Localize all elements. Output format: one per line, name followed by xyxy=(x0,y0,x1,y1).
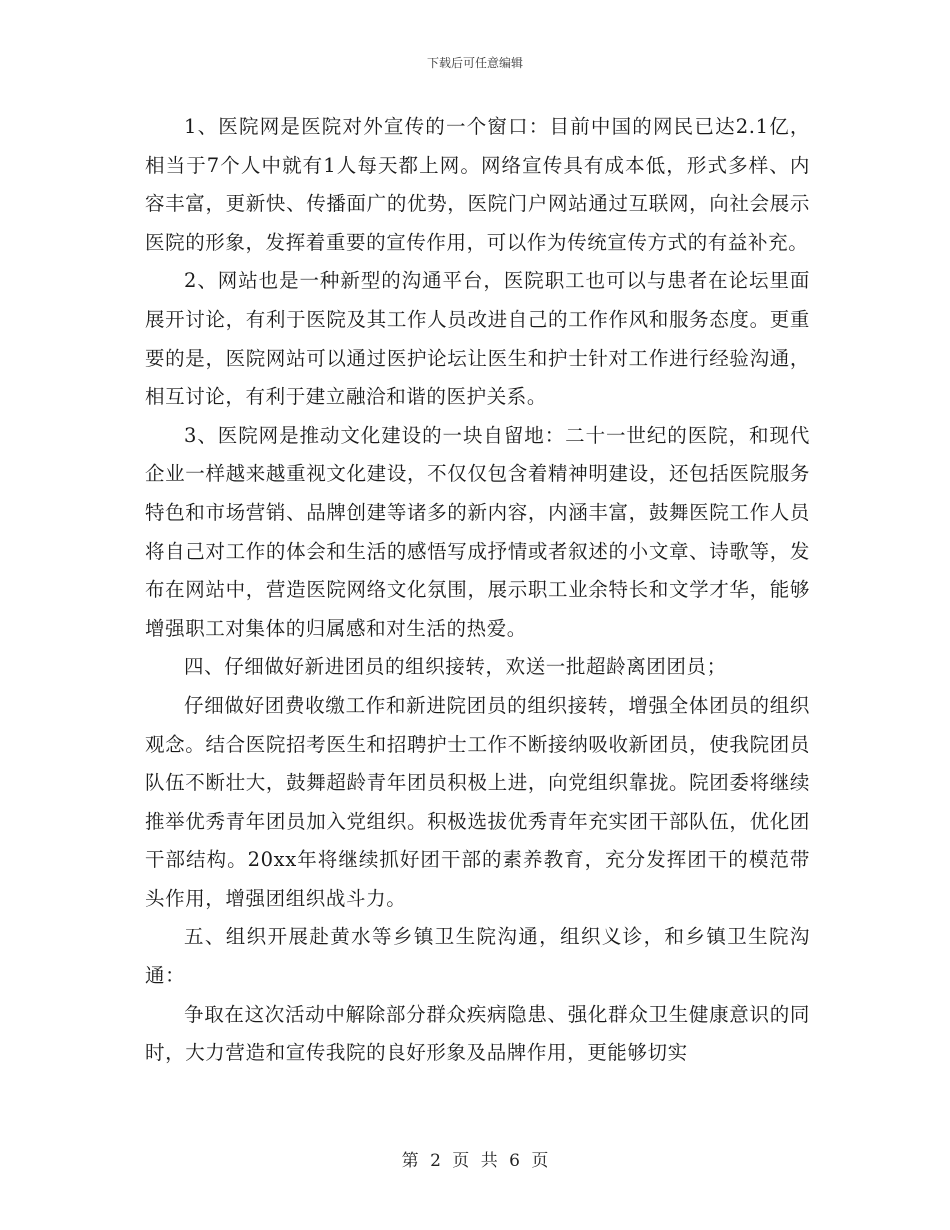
document-body xyxy=(145,108,810,1073)
paragraph-1: 1、医院网是医院对外宣传的一个窗口：目前中国的网民已达2.1亿，相当于7个人中就有1人每天都上网。网络宣传具有成本低，形式多样、内容丰富，更新快、传播面广的优势，医院门户网站通过互联网，向社会展示医院的形象，发挥着重要的宣传作用，可以作为传统宣传方式的有益补充。 xyxy=(145,115,810,254)
page-header: 下载后可任意编辑 xyxy=(426,56,523,70)
section-heading-4: 四、仔细做好新进团员的组织接转，欢送一批超龄离团团员； xyxy=(184,655,727,679)
page-footer: 第 2 页 共 6 页 xyxy=(401,1151,549,1171)
paragraph-2: 2、网站也是一种新型的沟通平台，医院职工也可以与患者在论坛里面展开讨论，有利于医院及其工作人员改进自己的工作作风和服务态度。更重要的是，医院网站可以通过医护论坛让医生和护士针对工作进行经验沟通，相互讨论，有利于建立融洽和谐的医护关系。 xyxy=(145,269,810,409)
section-heading-5: 五、组织开展赴黄水等乡镇卫生院沟通，组织义诊，和乡镇卫生院沟通： xyxy=(145,925,810,988)
paragraph-3: 3、医院网是推动文化建设的一块自留地：二十一世纪的医院，和现代企业一样越来越重视文化建设，不仅仅包含着精神明建设，还包括医院服务特色和市场营销、品牌创建等诸多的新内容，内涵丰富，鼓舞医院工作人员将自己对工作的体会和生活的感悟写成抒情或者叙述的小文章、诗歌等，发布在网站中，营造医院网络文化氛围，展示职工业余特长和文学才华，能够增强职工对集体的归属感和对生活的热爱。 xyxy=(145,423,810,640)
paragraph-7: 争取在这次活动中解除部分群众疾病隐患、强化群众卫生健康意识的同时，大力营造和宣传我院的良好形象及品牌作用，更能够切实 xyxy=(145,1002,810,1065)
paragraph-5: 仔细做好团费收缴工作和新进院团员的组织接转，增强全体团员的组织观念。结合医院招考医生和招聘护士工作不断接纳吸收新团员，使我院团员队伍不断壮大，鼓舞超龄青年团员积极上进，向党组织靠拢。院团委将继续推举优秀青年团员加入党组织。积极选拔优秀青年充实团干部队伍，优化团干部结构。20xx年将继续抓好团干部的素养教育，充分发挥团干的模范带头作用，增强团组织战斗力。 xyxy=(145,693,810,910)
